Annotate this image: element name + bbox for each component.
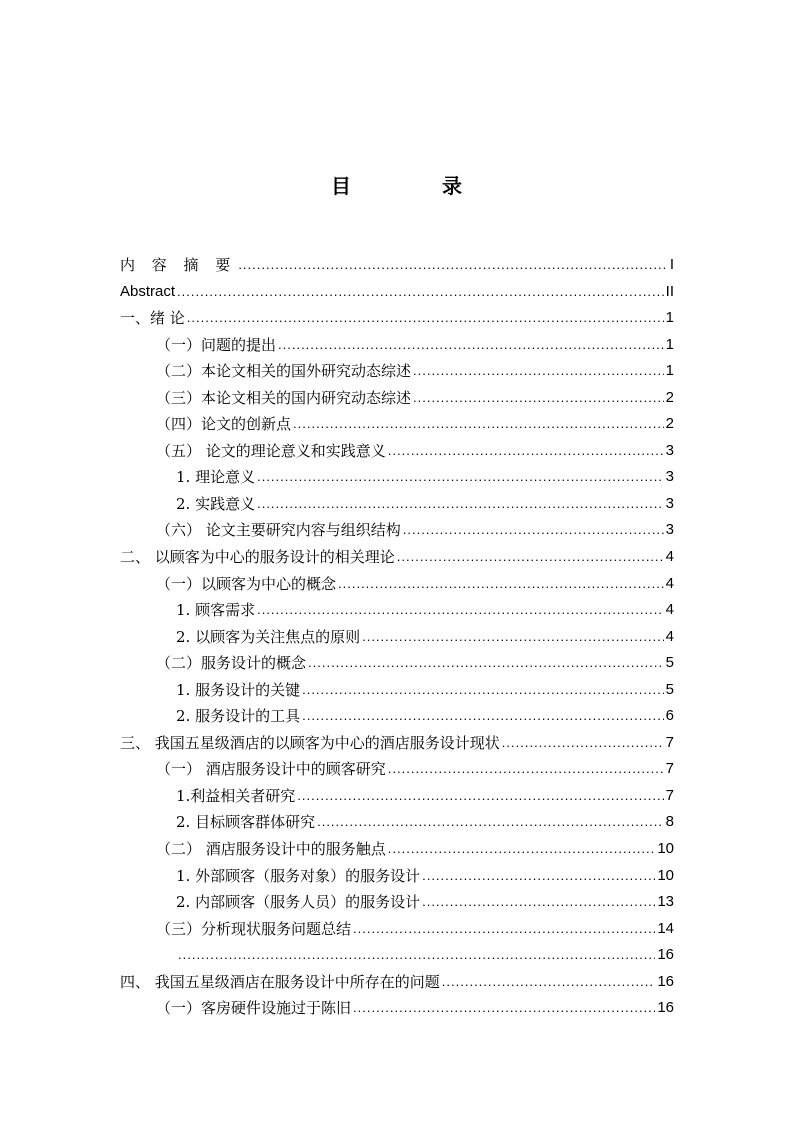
toc-entry-page: 3 (665, 521, 674, 539)
toc-entry-page: 1 (665, 309, 674, 327)
toc-entry[interactable] (120, 491, 674, 518)
dot-leader (388, 438, 664, 465)
toc-entry-page: 10 (657, 866, 674, 884)
dot-leader (388, 756, 664, 783)
toc-entry-label: 2. 以顾客为关注焦点的原则 (176, 627, 361, 646)
toc-entry-label: 2. 内部顾客（服务人员）的服务设计 (176, 893, 421, 912)
toc-entry-page: 8 (665, 813, 674, 831)
toc-entry-page: 13 (657, 893, 674, 911)
dot-leader (308, 650, 664, 677)
toc-entry[interactable] (120, 809, 674, 836)
toc-entry-page: 2 (665, 415, 674, 433)
toc-entry-page: 2 (665, 388, 674, 406)
toc-entry-page: 3 (665, 468, 674, 486)
toc-entry[interactable] (120, 916, 674, 943)
toc-entry[interactable] (120, 703, 674, 730)
toc-entry-page: 10 (657, 840, 674, 858)
dot-leader (502, 730, 664, 757)
toc-entry[interactable] (120, 836, 674, 863)
toc-entry-label: （一）问题的提出 (156, 335, 277, 354)
toc-entry-label: 四、 我国五星级酒店在服务设计中所存在的问题 (120, 972, 440, 991)
toc-entry-label: 1. 外部顾客（服务对象）的服务设计 (176, 866, 421, 885)
toc-entry-label: （三）本论文相关的国内研究动态综述 (156, 388, 412, 407)
toc-entry-page: 7 (665, 760, 674, 778)
toc-entry[interactable] (120, 942, 674, 969)
toc-entry-page: 14 (657, 919, 674, 937)
toc-entry-page: 7 (665, 786, 674, 804)
dot-leader (403, 517, 664, 544)
dot-leader (397, 544, 664, 571)
toc-entry[interactable] (120, 969, 674, 996)
toc-entry[interactable] (120, 252, 674, 279)
toc-entry-page: 5 (665, 654, 674, 672)
toc-entry[interactable] (120, 756, 674, 783)
toc-entry-page: 4 (665, 627, 674, 645)
dot-leader (257, 597, 664, 624)
dot-leader (238, 252, 668, 279)
toc-entry-page: 1 (665, 335, 674, 353)
toc-title: 目 录 (331, 174, 504, 198)
toc-entry-label: 1. 服务设计的关键 (176, 680, 301, 699)
dot-leader (388, 836, 656, 863)
toc-entry-page: 7 (665, 733, 674, 751)
toc-entry[interactable] (120, 385, 674, 412)
toc-entry[interactable] (120, 571, 674, 598)
toc-entry-label: （三）分析现状服务问题总结 (156, 919, 352, 938)
toc-entry-label: 2. 服务设计的工具 (176, 707, 301, 726)
toc-entry-page: 3 (665, 494, 674, 512)
dot-leader (413, 385, 664, 412)
dot-leader (293, 411, 664, 438)
toc-entry-label: 内 容 摘 要 (120, 256, 237, 274)
toc-entry-label: 1. 顾客需求 (176, 601, 256, 620)
toc-entry-page: II (665, 282, 674, 300)
toc-entry-label: 2. 实践意义 (176, 494, 256, 513)
dot-leader (422, 863, 655, 890)
toc-entry-label: 三、 我国五星级酒店的以顾客为中心的酒店服务设计现状 (120, 733, 500, 752)
toc-entry-page: 4 (665, 548, 674, 566)
toc-entry-label: （一）客房硬件设施过于陈旧 (156, 999, 352, 1018)
toc-entry-label: （六） 论文主要研究内容与组织结构 (156, 521, 401, 540)
dot-leader (422, 889, 655, 916)
dot-leader (278, 332, 664, 359)
toc-entry-label: （二） 酒店服务设计中的服务触点 (156, 840, 386, 859)
dot-leader (257, 464, 664, 491)
toc-entry-label: 一、绪 论 (120, 309, 185, 328)
toc-entry-label: 1.利益相关者研究 (176, 786, 296, 805)
toc-entry-label: 二、 以顾客为中心的服务设计的相关理论 (120, 548, 395, 567)
toc-entry[interactable] (120, 544, 674, 571)
toc-entry-page: 1 (665, 362, 674, 380)
dot-leader (187, 305, 664, 332)
toc-entry[interactable] (120, 358, 674, 385)
toc-entry[interactable] (120, 995, 674, 1022)
toc-entry[interactable] (120, 863, 674, 890)
dot-leader (177, 279, 664, 306)
dot-leader (257, 491, 664, 518)
toc-entry-page: 4 (665, 601, 674, 619)
toc-entry[interactable] (120, 783, 674, 810)
toc-entry-page: 16 (657, 972, 674, 990)
toc-entry[interactable] (120, 730, 674, 757)
dot-leader (317, 809, 664, 836)
toc-entry-label: （四）论文的创新点 (156, 415, 292, 434)
toc-entry-label: （二）服务设计的概念 (156, 654, 307, 673)
toc-entry[interactable] (120, 889, 674, 916)
toc-entry[interactable] (120, 677, 674, 704)
toc-entry[interactable] (120, 650, 674, 677)
toc-entry-page: 16 (657, 946, 674, 964)
dot-leader (353, 916, 655, 943)
dot-leader (302, 703, 664, 730)
dot-leader (302, 677, 664, 704)
toc-entry[interactable] (120, 305, 674, 332)
dot-leader (442, 969, 656, 996)
dot-leader (362, 624, 664, 651)
toc-entry[interactable] (120, 624, 674, 651)
toc-entry[interactable] (120, 438, 674, 465)
toc-entry[interactable] (120, 464, 674, 491)
dot-leader (297, 783, 663, 810)
table-of-contents (120, 252, 674, 1022)
toc-entry-label: （一）以顾客为中心的概念 (156, 574, 337, 593)
toc-entry-label: 1. 理论意义 (176, 468, 256, 487)
toc-entry-label: （一） 酒店服务设计中的顾客研究 (156, 760, 386, 779)
toc-entry-label: 2. 目标顾客群体研究 (176, 813, 316, 832)
toc-entry[interactable] (120, 411, 674, 438)
dot-leader (353, 995, 655, 1022)
toc-entry[interactable] (120, 517, 674, 544)
toc-entry-page: 5 (665, 680, 674, 698)
toc-entry-page: 16 (657, 999, 674, 1017)
toc-entry[interactable] (120, 597, 674, 624)
toc-entry-label: Abstract (120, 282, 176, 300)
toc-entry-page: 4 (665, 574, 674, 592)
dot-leader (413, 358, 664, 385)
toc-entry-page: 3 (665, 441, 674, 459)
toc-entry-page: I (669, 256, 674, 273)
toc-entry[interactable] (120, 332, 674, 359)
toc-entry-label: （二）本论文相关的国外研究动态综述 (156, 362, 412, 381)
toc-entry-label: （五） 论文的理论意义和实践意义 (156, 441, 386, 460)
dot-leader (178, 942, 655, 969)
toc-entry-page: 6 (665, 707, 674, 725)
toc-entry[interactable] (120, 279, 674, 306)
dot-leader (338, 571, 664, 598)
